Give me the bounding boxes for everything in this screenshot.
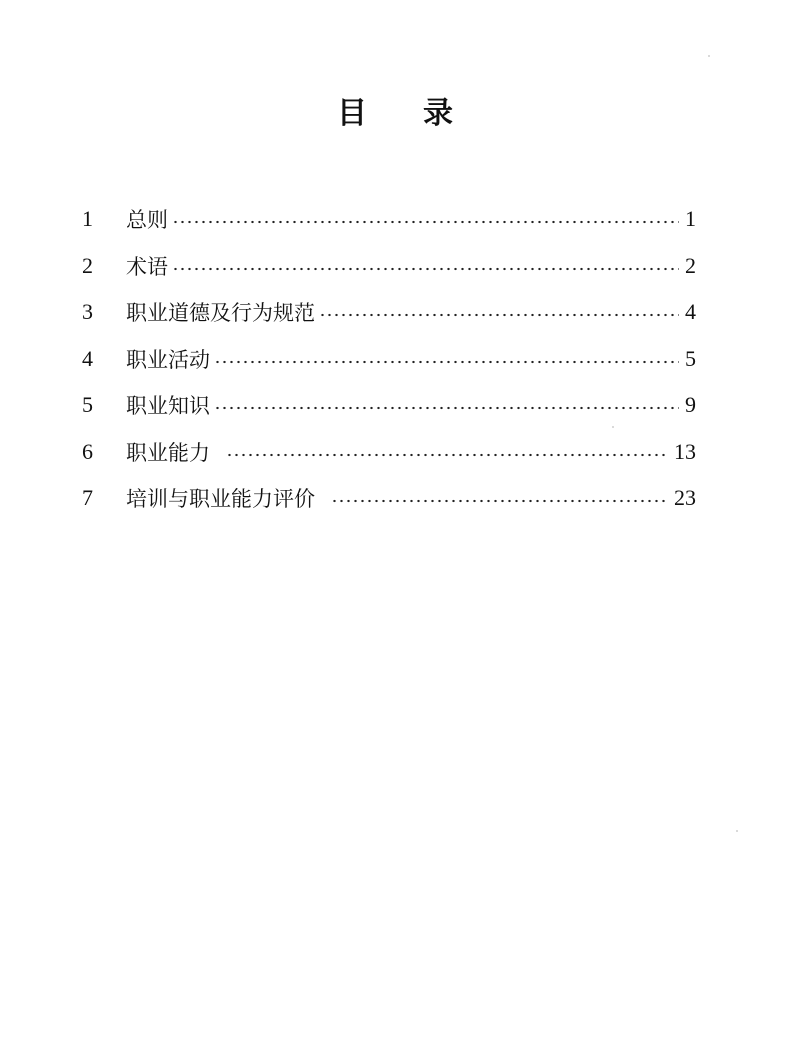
dot-leader: [172, 267, 679, 271]
toc-entry-number: 4: [82, 345, 93, 371]
toc-entry[interactable]: [82, 289, 696, 336]
toc-entry-label: 培训与职业能力评价: [126, 487, 315, 512]
toc-entry-number: 1: [82, 206, 93, 232]
scan-speck: [736, 830, 738, 832]
toc-list: [82, 196, 696, 522]
dot-leader: [331, 499, 668, 503]
toc-entry-page: 23: [674, 485, 696, 511]
toc-entry[interactable]: [82, 382, 696, 429]
toc-entry-page: 5: [685, 345, 696, 371]
toc-entry-label: 总则: [126, 208, 168, 233]
toc-entry[interactable]: [82, 475, 696, 522]
toc-entry-page: 13: [674, 438, 696, 464]
toc-title-char-1: 目: [337, 96, 367, 131]
toc-entry-label: 术语: [126, 254, 168, 279]
toc-entry-number: 3: [82, 299, 93, 325]
dot-leader: [226, 453, 668, 457]
scan-speck: [612, 426, 614, 428]
scan-speck: [708, 55, 710, 57]
toc-entry-number: 5: [82, 392, 93, 418]
toc-entry[interactable]: [82, 243, 696, 290]
dot-leader: [172, 220, 679, 224]
toc-entry-page: 1: [685, 206, 696, 232]
toc-entry-number: 7: [82, 485, 93, 511]
toc-entry-number: 2: [82, 252, 93, 278]
toc-entry-label: 职业活动: [126, 347, 210, 372]
toc-entry-page: 4: [685, 299, 696, 325]
toc-entry-page: 2: [685, 252, 696, 278]
toc-entry-label: 职业知识: [126, 394, 210, 419]
dot-leader: [214, 406, 679, 410]
toc-entry-label: 职业能力: [126, 440, 210, 465]
toc-title-char-2: 录: [423, 96, 453, 131]
toc-entry[interactable]: [82, 429, 696, 476]
dot-leader: [214, 360, 679, 364]
toc-entry[interactable]: [82, 336, 696, 383]
toc-entry[interactable]: [82, 196, 696, 243]
toc-title: [0, 92, 790, 136]
dot-leader: [319, 313, 679, 317]
toc-entry-number: 6: [82, 438, 93, 464]
toc-entry-label: 职业道德及行为规范: [126, 301, 315, 326]
toc-entry-page: 9: [685, 392, 696, 418]
